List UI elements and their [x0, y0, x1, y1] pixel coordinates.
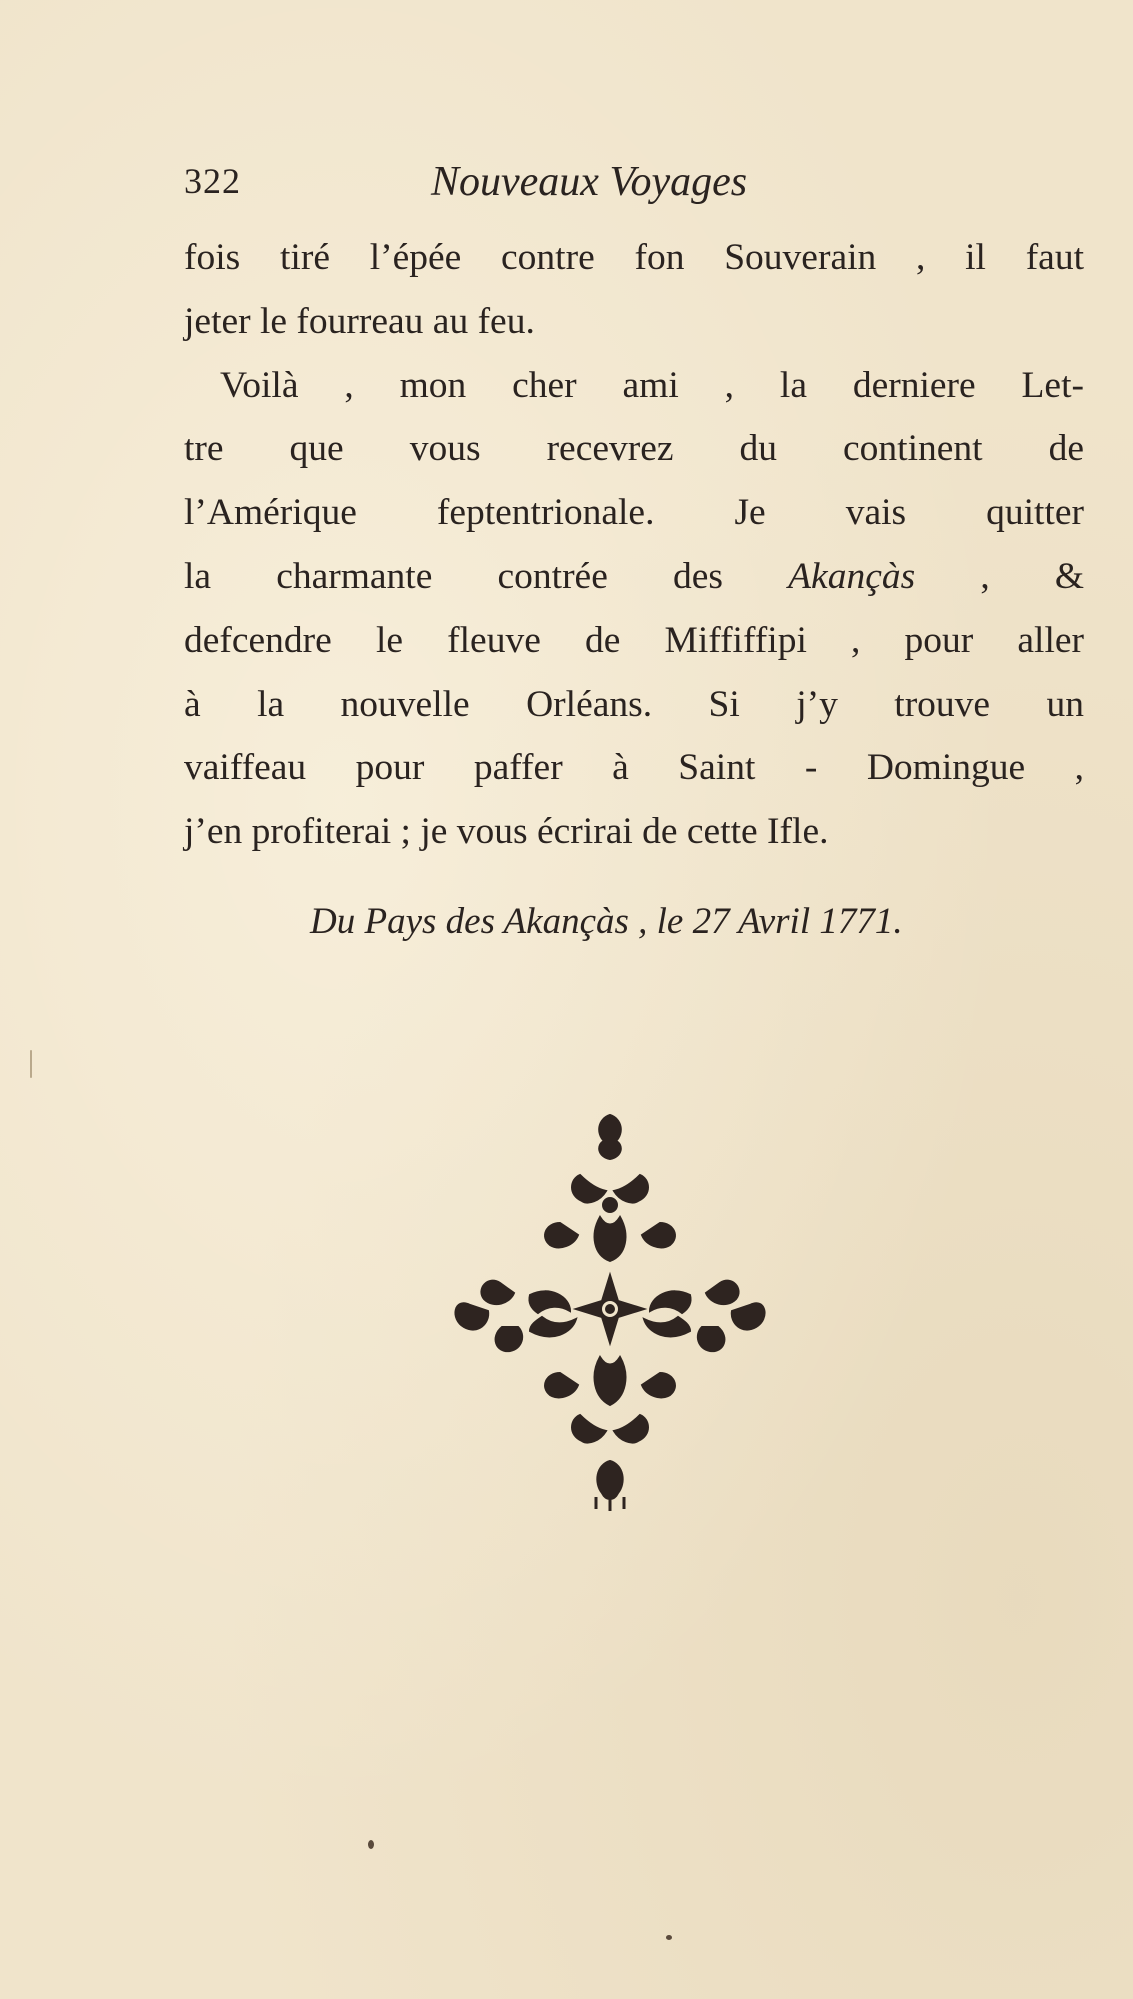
text-line: vaiffeau pour paffer à Saint - Domingue , — [184, 747, 1084, 789]
text-segment: la charmante contrée des — [184, 555, 723, 597]
text-line: jeter le fourreau au feu. — [184, 300, 535, 342]
text-line: Voilà , mon cher ami , la derniere Let- — [220, 364, 1084, 406]
running-title: Nouveaux Voyages — [431, 159, 748, 205]
text-segment: , & — [980, 555, 1085, 597]
text-line: defcendre le fleuve de Miffiffipi , pour aller — [184, 619, 1084, 661]
text-line: l’Amérique feptentrionale. Je vais quitter — [184, 492, 1084, 534]
italic-place-name: Akançàs — [788, 555, 916, 597]
body-text — [184, 226, 1084, 864]
text-line: à la nouvelle Orléans. Si j’y trouve un — [184, 683, 1084, 725]
paper-speck — [368, 1840, 374, 1849]
closing-dateline: Du Pays des Akançàs , le 27 Avril 1771. — [310, 901, 903, 942]
text-line: tre que vous recevrez du continent de — [184, 428, 1084, 470]
text-line: fois tiré l’épée contre fon Souverain , il faut — [184, 237, 1084, 278]
page-number: 322 — [184, 161, 241, 201]
page-header — [184, 160, 1084, 220]
fleuron-ornament-icon — [410, 1105, 810, 1515]
paper-speck — [30, 1050, 32, 1078]
text-line: j’en profiterai ; je vous écrirai de cette Ifle. — [184, 811, 829, 853]
paper-speck — [666, 1935, 672, 1940]
text-line-with-italic — [184, 545, 1084, 609]
